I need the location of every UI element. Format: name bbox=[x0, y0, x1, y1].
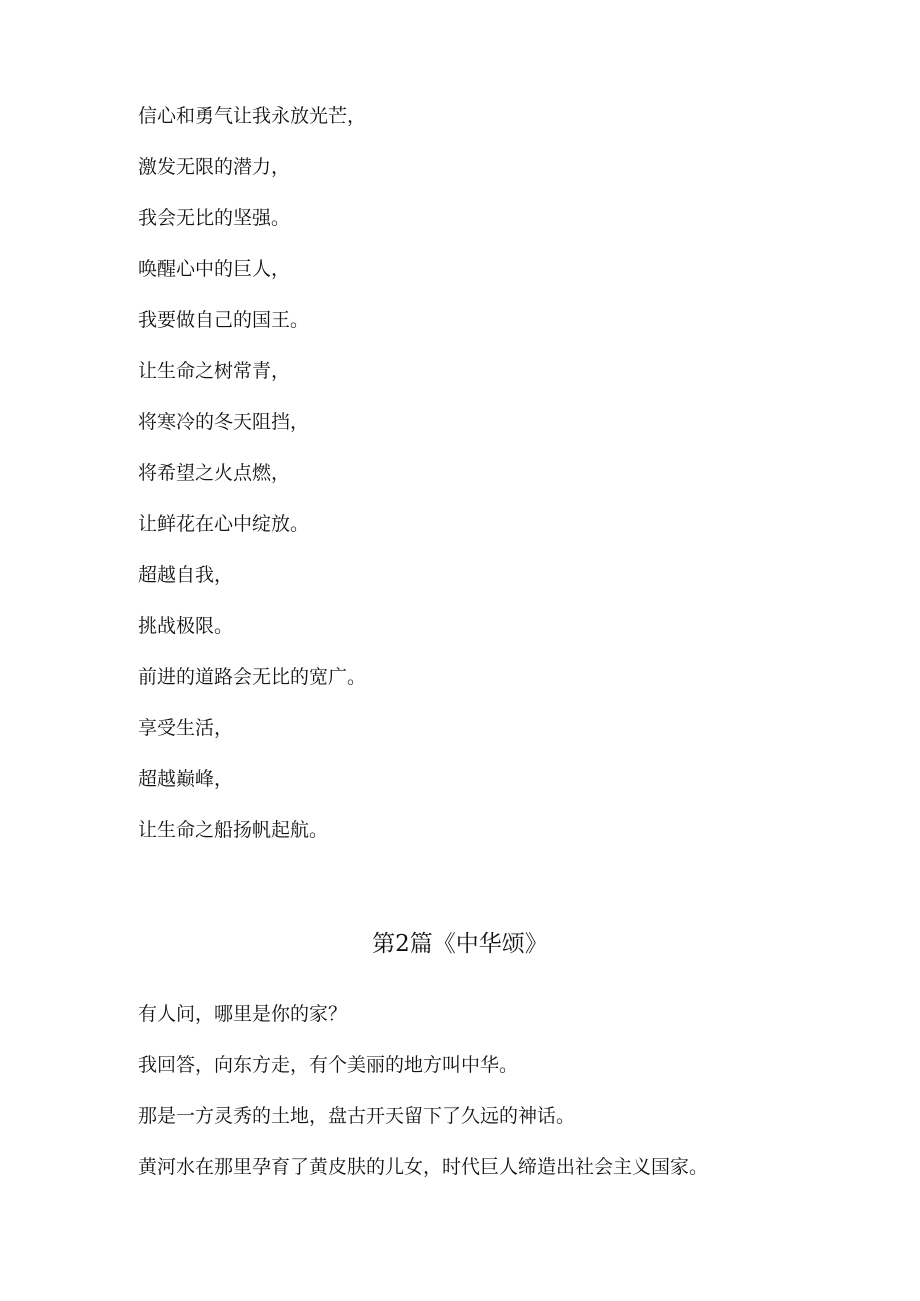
poem-line: 有人问，哪里是你的家？ bbox=[138, 1003, 348, 1025]
poem-line: 前进的道路会无比的宽广。 bbox=[138, 666, 367, 688]
poem-line: 超越巅峰， bbox=[138, 768, 234, 790]
poem-line: 信心和勇气让我永放光芒， bbox=[138, 105, 367, 127]
poem-line: 超越自我， bbox=[138, 564, 234, 586]
poem-line: 挑战极限。 bbox=[138, 615, 234, 637]
poem-line: 激发无限的潜力， bbox=[138, 156, 291, 178]
poem-line: 让生命之树常青， bbox=[138, 360, 291, 382]
poem-line: 享受生活， bbox=[138, 717, 234, 739]
poem-line: 黄河水在那里孕育了黄皮肤的儿女，时代巨人缔造出社会主义国家。 bbox=[138, 1156, 709, 1178]
poem-line: 将希望之火点燃， bbox=[138, 462, 291, 484]
poem-line: 唤醒心中的巨人， bbox=[138, 258, 291, 280]
poem-1 bbox=[138, 100, 366, 865]
poem-line: 将寒冷的冬天阻挡， bbox=[138, 411, 310, 433]
poem-2-title: 第2篇《中华颂》 bbox=[372, 931, 548, 957]
poem-line: 我要做自己的国王。 bbox=[138, 309, 310, 331]
poem-line: 让生命之船扬帆起航。 bbox=[138, 819, 329, 841]
poem-line: 我会无比的坚强。 bbox=[138, 207, 291, 229]
poem-line: 那是一方灵秀的土地，盘古开天留下了久远的神话。 bbox=[138, 1105, 576, 1127]
poem-line: 我回答，向东方走，有个美丽的地方叫中华。 bbox=[138, 1054, 519, 1076]
poem-line: 让鲜花在心中绽放。 bbox=[138, 513, 310, 535]
poem-2 bbox=[138, 998, 708, 1202]
